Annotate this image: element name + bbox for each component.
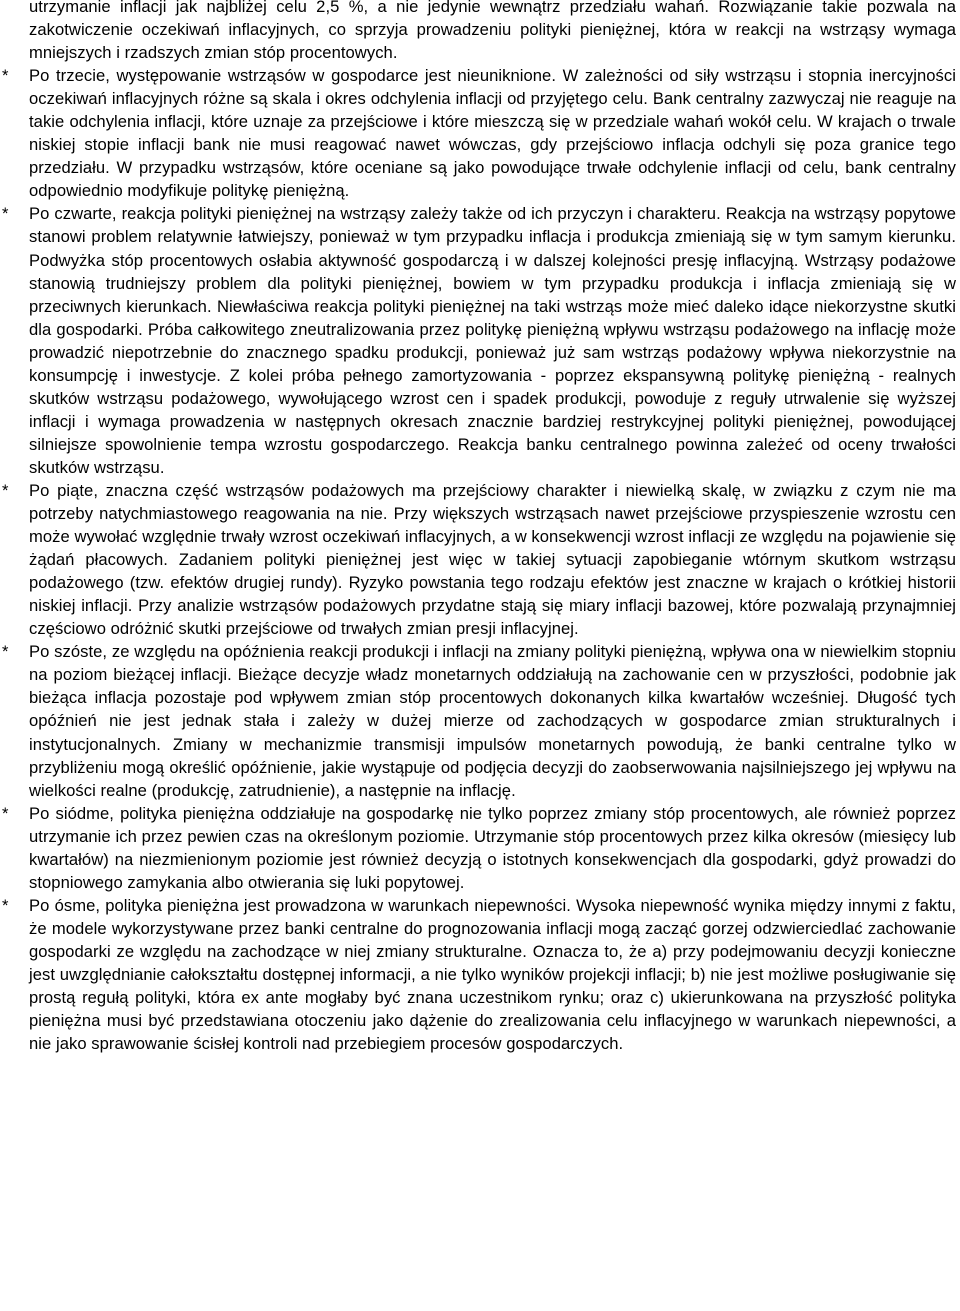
bullet-asterisk: * — [2, 66, 9, 86]
list-item — [0, 894, 956, 1055]
paragraph-text: utrzymanie inflacji jak najbliżej celu 2,5 %, a nie jedynie wewnątrz przedziału wahań. Rozwiązanie takie pozwala na zakotwiczenie oczekiwań inflacyjnych, co sprzyja prowadzeniu polityki pieniężnej, która w reakcji na wstrząsy wymaga mniejszych i rzadszych zmian stóp procentowych. — [29, 0, 956, 63]
list-item — [0, 202, 956, 479]
list-item-text: Po ósme, polityka pieniężna jest prowadzona w warunkach niepewności. Wysoka niepewność wynika między innymi z faktu, że modele wykorzystywane przez banki centralne do prognozowania inflacji mogą zacząć gorzej odzwierciedlać zachowanie gospodarki ze względu na zachodzące w niej zmiany strukturalne. Oznacza to, że a) przy podejmowaniu decyzji konieczne jest uwzględnianie całokształtu dostępnej informacji, a nie tylko wyników projekcji inflacji; b) nie jest możliwe posługiwanie się prostą regułą polityki, która ex ante mogłaby być znana uczestnikom rynku; oraz c) ukierunkowana na przyszłość polityka pieniężna musi być przedstawiana otoczeniu jako dążenie do zrealizowania celu inflacyjnego w warunkach niepewności, a nie jako sprawowanie ścisłej kontroli nad przebiegiem procesów gospodarczych. — [29, 895, 956, 1054]
list-item — [0, 802, 956, 894]
bullet-asterisk: * — [2, 204, 9, 224]
bullet-asterisk: * — [2, 803, 9, 823]
list-item — [0, 64, 956, 202]
list-item — [0, 640, 956, 801]
list-item-text: Po trzecie, występowanie wstrząsów w gospodarce jest nieuniknione. W zależności od siły wstrząsu i stopnia inercyjności oczekiwań inflacyjnych różne są skala i okres odchylenia inflacji od przyjętego celu. Bank centralny zazwyczaj nie reaguje na takie odchylenia inflacji, które uznaje za przejściowe i które mieszczą się w przedziale wahań wokół celu. W krajach o trwale niskiej stopie inflacji bank nie musi reagować nawet wówczas, gdy przejściowo inflacja odchyli się poza granice tego przedziału. W przypadku wstrząsów, które oceniane są jako powodujące trwałe odchylenie inflacji od celu, bank centralny odpowiednio modyfikuje politykę pieniężną. — [29, 66, 956, 201]
bullet-asterisk: * — [2, 642, 9, 662]
list-item-text: Po czwarte, reakcja polityki pieniężnej na wstrząsy zależy także od ich przyczyn i charakteru. Reakcja na wstrząsy popytowe stanowi problem relatywnie łatwiejszy, ponieważ w tym przypadku inflacja i produkcja zmieniają się w tym samym kierunku. Podwyżka stóp procentowych osłabia aktywność gospodarczą i w dalszej kolejności presję inflacyjną. Wstrząsy podażowe stanowią trudniejszy problem dla polityki pieniężnej, bowiem w tym przypadku produkcja i inflacja zmieniają się w przeciwnych kierunkach. Niewłaściwa reakcja polityki pieniężnej na taki wstrząs może mieć daleko idące niekorzystne skutki dla gospodarki. Próba całkowitego zneutralizowania przez politykę pieniężną wpływu wstrząsu podażowego na inflację może prowadzić niepotrzebnie do znacznego spadku produkcji, ponieważ już sam wstrząs podażowy wpływa niekorzystnie na konsumpcję i inwestycje. Z kolei próba pełnego zamortyzowania - poprzez ekspansywną politykę pieniężną - realnych skutków wstrząsu podażowego, wywołującego wzrost cen i spadek produkcji, powoduje z reguły utrwalenie się wyższej inflacji i wymaga prowadzenia w następnych okresach znacznie bardziej restrykcyjnej polityki pieniężnej, powodującej silniejsze spowolnienie tempa wzrostu gospodarczego. Reakcja banku centralnego powinna zależeć od oceny trwałości skutków wstrząsu. — [29, 204, 956, 477]
continuation-paragraph — [0, 0, 956, 64]
bullet-asterisk: * — [2, 480, 9, 500]
list-item — [0, 479, 956, 640]
list-item-text: Po siódme, polityka pieniężna oddziałuje na gospodarkę nie tylko poprzez zmiany stóp procentowych, ale również poprzez utrzymanie ich przez pewien czas na określonym poziomie. Utrzymanie stóp procentowych przez kilka okresów (miesięcy lub kwartałów) na niezmienionym poziomie jest również decyzją o istotnych konsekwencjach dla gospodarki, gdyż prowadzi do stopniowego zamykania albo otwierania się luki popytowej. — [29, 803, 956, 892]
list-item-text: Po szóste, ze względu na opóźnienia reakcji produkcji i inflacji na zmiany polityki pieniężną, wpływa ona w niewielkim stopniu na poziom bieżącej inflacji. Bieżące decyzje władz monetarnych oddziałują na zachowanie cen w przyszłości, podobnie jak bieżąca inflacja pozostaje pod wpływem zmian stóp procentowych dokonanych kilka kwartałów wcześniej. Długość tych opóźnień nie jest jednak stała i zależy w dużej mierze od zachodzących w gospodarce zmian strukturalnych i instytucjonalnych. Zmiany w mechanizmie transmisji impulsów monetarnych powodują, że banki centralne tylko w przybliżeniu mogą określić opóźnienie, jakie wystąpuje od podjęcia decyzji do zaobserwowania najsilniejszego jej wpływu na wielkości realne (produkcję, zatrudnienie), a następnie na inflację. — [29, 642, 956, 800]
list-item-text: Po piąte, znaczna część wstrząsów podażowych ma przejściowy charakter i niewielką skalę, w związku z czym nie ma potrzeby natychmiastowego reagowania na nie. Przy większych wstrząsach nawet przejściowe przyspieszenie wzrostu cen może wywołać względnie trwały wzrost oczekiwań inflacyjnych, a w konsekwencji wzrost inflacji ze względu na pojawienie się żądań płacowych. Zadaniem polityki pieniężnej jest więc w takiej sytuacji zapobieganie wtórnym skutkom wstrząsu podażowego (tzw. efektów drugiej rundy). Ryzyko powstania tego rodzaju efektów jest znaczne w krajach o krótkiej historii niskiej inflacji. Przy analizie wstrząsów podażowych przydatne stają się miary inflacji bazowej, które pozwalają przynajmniej częściowo odróżnić skutki przejściowe od trwałych zmian presji inflacyjnej. — [29, 480, 956, 639]
bullet-asterisk: * — [2, 895, 9, 915]
